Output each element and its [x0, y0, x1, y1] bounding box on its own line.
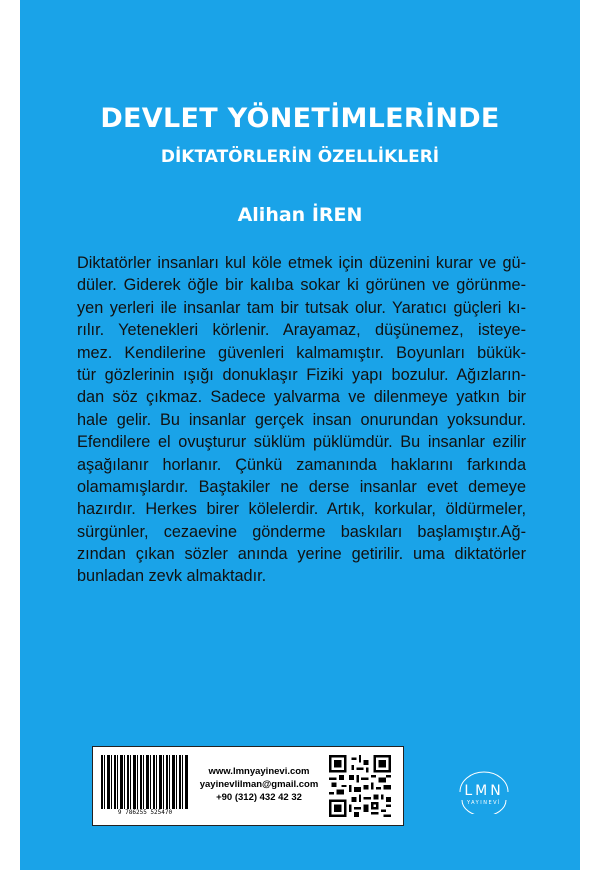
publisher-logo [454, 770, 514, 814]
barcode-number: 9 786255 525470 [117, 809, 173, 816]
book-subtitle: DİKTATÖRLERİN ÖZELLİKLERİ [160, 147, 440, 167]
blurb-line: tür gözlerinin ışığı donuklaşır Fiziki yapı bozulur. Ağızların- [77, 365, 526, 384]
blurb-line: bunladan zevk almaktadır. [77, 567, 267, 586]
publisher-contact [195, 765, 323, 804]
blurb-line: düler. Giderek öğle bir kalıba sokar ki görünen ve görünme- [77, 276, 526, 295]
blurb-text [77, 252, 526, 588]
blurb-line: hazırdır. Herkes birer kölelerdir. Artık, korkular, öldürmeler, [77, 500, 526, 519]
publisher-email[interactable]: yayinevlilman@gmail.com [199, 779, 319, 790]
blurb-line: hale gelir. Bu insanlar gerçek insan onurundan yoksundur. [77, 410, 526, 429]
back-cover [20, 0, 580, 870]
book-title: DEVLET YÖNETİMLERİNDE [100, 103, 500, 134]
qr-code-icon[interactable] [329, 755, 391, 817]
blurb-line: dan söz çıkmaz. Sadece yalvarma ve dilenmeye yatkın bir [77, 388, 526, 407]
author-name: Alihan İREN [237, 204, 363, 226]
isbn-barcode [101, 755, 189, 817]
blurb-line: olamamışlardır. Baştakiler ne derse insanlar evet demeye [77, 477, 526, 496]
blurb-line: zından çıkan sözler anında yerine getirilir. uma diktatörler [77, 545, 526, 564]
blurb-line: rılır. Yetenekleri körlenir. Arayamaz, düşünemez, isteye- [77, 321, 526, 340]
blurb-line: sürgünler, cezaevine gönderme baskıları başlamıştır.Ağ- [77, 522, 526, 541]
publisher-logo-name: LMN [464, 783, 504, 799]
publisher-info-box [92, 746, 404, 826]
blurb-line: Diktatörler insanları kul köle etmek için düzenini kurar ve gü- [77, 254, 526, 272]
publisher-website[interactable]: www.lmnyayinevi.com [208, 766, 310, 777]
publisher-phone: +90 (312) 432 42 32 [216, 792, 302, 803]
blurb-line: aşağılanır horlanır. Çünkü zamanında haklarını farkında [77, 455, 526, 474]
blurb-line: yen yerleri ile insanlar tam bir tutsak olur. Yaratıcı güçleri kı- [77, 298, 526, 317]
publisher-logo-label: YAYINEVİ [466, 800, 502, 806]
blurb-line: mez. Kendilerine güvenleri kalmamıştır. Boyunları bükük- [77, 343, 526, 362]
barcode-icon [101, 755, 189, 809]
blurb-line: Efendilere el ovuşturur süklüm püklümdür. Bu insanlar ezilir [77, 433, 526, 452]
